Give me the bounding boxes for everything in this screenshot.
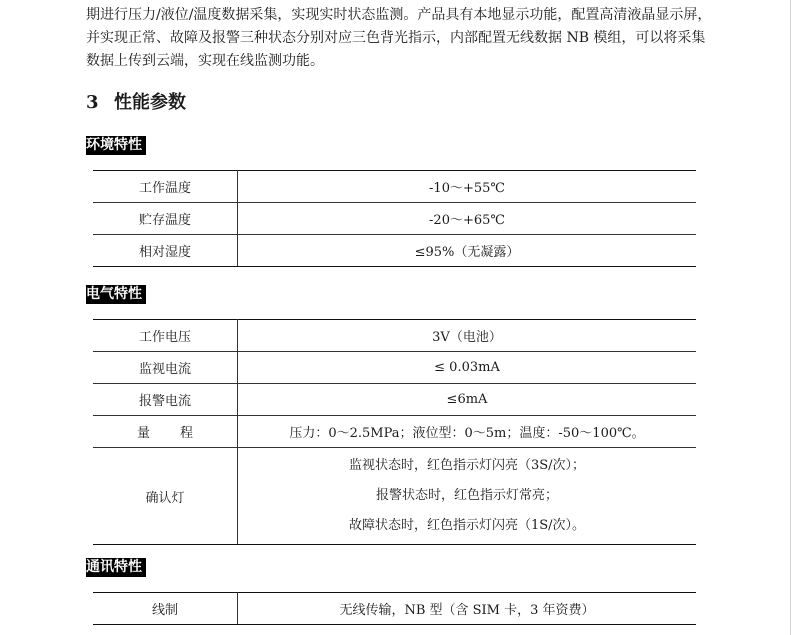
row-value: [238, 448, 697, 545]
intro-paragraph: [86, 4, 726, 73]
row-label: 报警电流: [93, 384, 238, 416]
env-heading: 环境特性: [86, 136, 146, 155]
light-line: 监视状态时，红色指示灯闪亮（3S/次）；: [348, 458, 586, 473]
table-row: [93, 352, 696, 384]
row-value: 压力：0～2.5MPa；液位型：0～5m；温度：-50～100℃。: [238, 416, 697, 448]
table-row: [93, 235, 696, 267]
elec-table: [93, 319, 696, 545]
table-row: [93, 203, 696, 235]
row-value: ≤6mA: [238, 384, 697, 416]
elec-heading: 电气特性: [86, 285, 146, 304]
intro-line: 数据上传到云端，实现在线监测功能。: [86, 53, 324, 69]
row-label: 线制: [93, 593, 238, 625]
table-row: [93, 448, 696, 545]
section-title: 性能参数: [114, 92, 186, 113]
comm-heading: 通讯特性: [86, 558, 146, 577]
row-label: 监视电流: [93, 352, 238, 384]
row-label: 贮存温度: [93, 203, 238, 235]
table-row: [93, 416, 696, 448]
row-value: 3V（电池）: [238, 320, 697, 352]
row-value: 无线传输，NB 型（含 SIM 卡，3 年资费）: [238, 593, 697, 625]
row-value: -20～+65℃: [238, 203, 697, 235]
row-label: 相对湿度: [93, 235, 238, 267]
row-label: 确认灯: [93, 448, 238, 545]
light-line: 故障状态时，红色指示灯闪亮（1S/次）。: [348, 518, 586, 533]
page-edge: [790, 0, 791, 635]
section-number: 3: [86, 92, 99, 113]
table-row: [93, 320, 696, 352]
row-value: -10～+55℃: [238, 171, 697, 203]
table-row: [93, 593, 696, 625]
env-table: [93, 170, 696, 267]
row-label: 工作电压: [93, 320, 238, 352]
table-row: [93, 171, 696, 203]
comm-table: [93, 592, 696, 625]
row-value: ≤95%（无凝露）: [238, 235, 697, 267]
row-label: 量程: [136, 426, 223, 441]
section-heading: [86, 88, 186, 114]
intro-line: 并实现正常、故障及报警三种状态分别对应三色背光指示，内部配置无线数据 NB 模组，可以将采集: [86, 30, 706, 46]
light-line: 报警状态时，红色指示灯常亮；: [375, 488, 558, 503]
row-label: 工作温度: [93, 171, 238, 203]
row-value: ≤ 0.03mA: [238, 352, 697, 384]
intro-line: 期进行压力/液位/温度数据采集，实现实时状态监测。产品具有本地显示功能，配置高清液晶显示屏，: [86, 7, 712, 23]
table-row: [93, 384, 696, 416]
